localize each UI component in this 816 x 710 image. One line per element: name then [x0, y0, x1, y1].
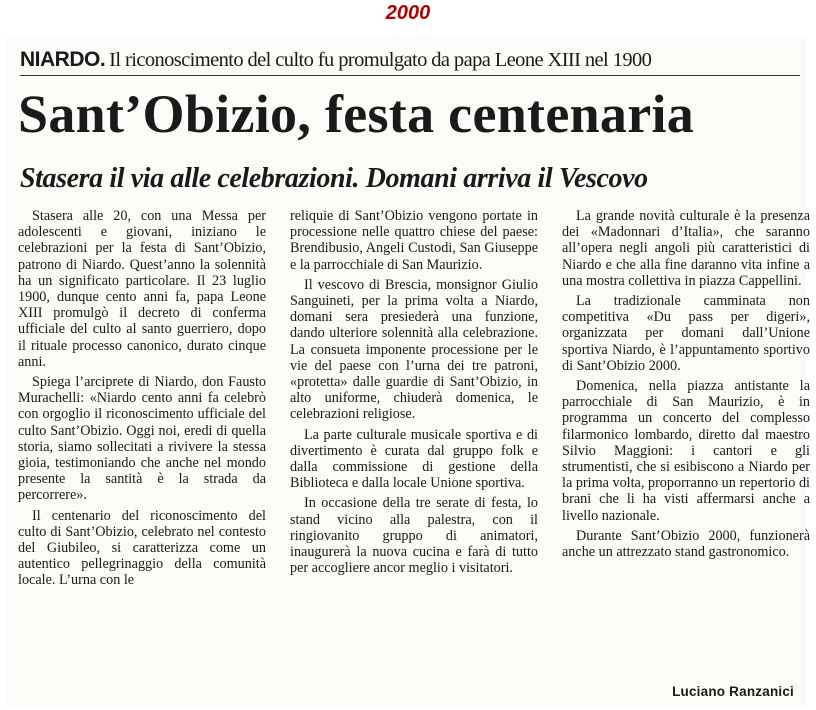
article-column-3: [562, 208, 810, 564]
kicker-place: NIARDO.: [20, 48, 106, 71]
paragraph: reliquie di Sant’Obizio vengono portate in processione nelle quattro chiese del paese: Brendibusio, Angeli Custodi, San Giuseppe e la parrocchiale di San Maurizio.: [290, 208, 538, 273]
article-column-1: [18, 208, 266, 593]
paragraph: Spiega l’arciprete di Niardo, don Fausto Murachelli: «Niardo cento anni fa celebrò con orgoglio il riconoscimento ufficiale del culto Sant’Obizio. Oggi noi, eredi di quella storia, siamo sollecitati a rivivere la stessa gioia, testimoniando che anche nel mondo presente la santità è la strada da percorrere».: [18, 374, 266, 504]
headline: Sant’Obizio, festa centenaria: [18, 84, 695, 144]
paragraph: Il vescovo di Brescia, monsignor Giulio Sanguineti, per la prima volta a Niardo, domani sera presiederà una funzione, dando ulteriore solennità alla celebrazione. La consueta imponente processione per le vie del paese con l’urna dei tre patroni, «protetta» dalle guardie di Sant’Obizio, in alto uniforme, chiuderà domenica, le celebrazioni religiose.: [290, 276, 538, 423]
author-byline: Luciano Ranzanici: [672, 684, 794, 699]
subheadline: Stasera il via alle celebrazioni. Domani arriva il Vescovo: [20, 163, 648, 194]
paragraph: In occasione della tre serate di festa, lo stand vicino alla palestra, con il ringiovanito gruppo di animatori, inaugurerà la nuova cucina e farà di tutto per accogliere ancor meglio i visitatori.: [290, 495, 538, 577]
kicker-line: [20, 48, 800, 76]
paragraph: Durante Sant’Obizio 2000, funzionerà anche un attrezzato stand gastronomico.: [562, 527, 810, 561]
paragraph: Il centenario del riconoscimento del culto di Sant’Obizio, celebrato nel contesto del Giubileo, si caratterizza come un autentico pellegrinaggio della comunità locale. L’urna con le: [18, 507, 266, 589]
newspaper-clipping: [6, 38, 810, 706]
kicker-text: Il riconoscimento del culto fu promulgato da papa Leone XIII nel 1900: [109, 49, 652, 71]
year-label: 2000: [385, 2, 431, 24]
paragraph: La grande novità culturale è la presenza dei «Madonnari d’Italia», che saranno all’opera negli angoli più caratteristici di Niardo e che alla fine daranno vita infine a una mostra collettiva in piazza Cappellini.: [562, 208, 810, 289]
paragraph: La tradizionale camminata non competitiva «Du pass per digeri», organizzata per domani dall’Unione sportiva Niardo, è l’appuntamento sportivo di Sant’Obizio 2000.: [562, 293, 810, 374]
paragraph: Stasera alle 20, con una Messa per adolescenti e giovani, iniziano le celebrazioni per la festa di Sant’Obizio, patrono di Niardo. Quest’anno la solennità ha un significato particolare. Il 23 luglio 1900, dunque cento anni fa, papa Leone XIII promulgò il decreto di conferma ufficiale del culto al santo guerriero, dopo il rituale processo canonico, durato cinque anni.: [18, 208, 266, 370]
paragraph: La parte culturale musicale sportiva e di divertimento è curata dal gruppo folk e dalla commissione di gestione della Biblioteca e dalla locale Unione sportiva.: [290, 426, 538, 492]
paragraph: Domenica, nella piazza antistante la parrocchiale di San Maurizio, è in programma un concerto del complesso filarmonico lombardo, diretto dal maestro Silvio Maggioni: i cantori e gli strumentisti, che si esibiscono a Niardo per la prima volta, proporranno un repertorio di brani che li ha visti affermarsi anche a livello nazionale.: [562, 378, 810, 524]
article-column-2: [290, 208, 538, 580]
